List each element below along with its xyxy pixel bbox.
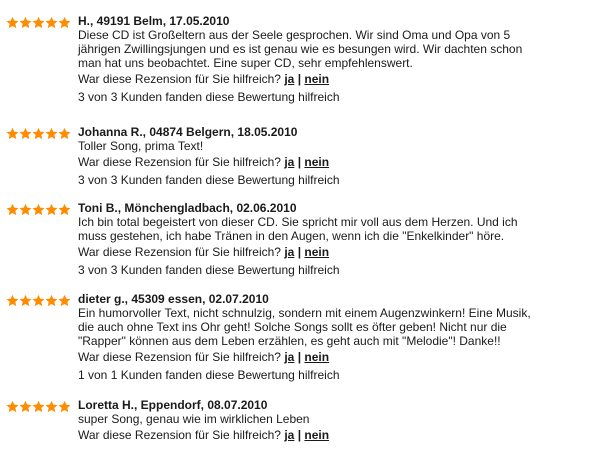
star-icon	[6, 294, 19, 307]
review-text-line: "Rapper" können aus dem Leben erzählen, es geht auch mit "Melodie"! Danke!!	[78, 334, 501, 348]
star-icon	[45, 127, 58, 140]
review-header: Toni B., Mönchengladbach, 02.06.2010	[78, 201, 297, 215]
helpful-question	[78, 244, 600, 260]
review-text-line: die auch ohne Text ins Ohr geht! Solche Songs sollt es öfter geben! Nicht nur die	[78, 320, 507, 334]
star-rating	[6, 127, 71, 139]
review-item	[0, 125, 600, 187]
helpful-question	[78, 427, 600, 443]
helpful-question	[78, 71, 600, 87]
helpful-count: 3 von 3 Kunden fanden diese Bewertung hilfreich	[78, 173, 340, 187]
star-icon	[32, 16, 45, 29]
star-icon	[32, 127, 45, 140]
link-separator: |	[297, 350, 302, 364]
review-text	[78, 139, 600, 153]
helpful-count: 3 von 3 Kunden fanden diese Bewertung hilfreich	[78, 90, 340, 104]
review-item	[0, 14, 600, 104]
review-header: Johanna R., 04874 Belgern, 18.05.2010	[78, 125, 298, 139]
helpful-no-link[interactable]: nein	[304, 350, 330, 364]
star-icon	[58, 294, 71, 307]
helpful-count: 3 von 3 Kunden fanden diese Bewertung hilfreich	[78, 263, 340, 277]
star-icon	[19, 127, 32, 140]
star-icon	[19, 16, 32, 29]
helpful-question	[78, 349, 600, 365]
helpful-no-link[interactable]: nein	[304, 72, 330, 86]
star-icon	[6, 127, 19, 140]
review-item	[0, 201, 600, 277]
helpful-question-label: War diese Rezension für Sie hilfreich?	[78, 155, 281, 169]
helpful-count: 1 von 1 Kunden fanden diese Bewertung hilfreich	[78, 368, 340, 382]
review-text-line: Toller Song, prima Text!	[78, 139, 204, 153]
helpful-yes-link[interactable]: ja	[284, 350, 295, 364]
star-icon	[58, 127, 71, 140]
helpful-question-label: War diese Rezension für Sie hilfreich?	[78, 428, 281, 442]
star-icon	[45, 16, 58, 29]
review-text-line: Ein humorvoller Text, nicht schnulzig, sondern mit einem Augenzwinkern! Eine Musik,	[78, 306, 531, 320]
review-text-line: jährigen Zwillingsjungen und es ist genau wie es besungen wird. Wir dachten schon	[78, 42, 523, 56]
star-icon	[45, 203, 58, 216]
helpful-no-link[interactable]: nein	[304, 428, 330, 442]
review-text	[78, 412, 600, 426]
link-separator: |	[297, 72, 302, 86]
helpful-yes-link[interactable]: ja	[284, 428, 295, 442]
review-header: H., 49191 Belm, 17.05.2010	[78, 14, 230, 28]
star-icon	[19, 203, 32, 216]
star-icon	[32, 294, 45, 307]
helpful-question-label: War diese Rezension für Sie hilfreich?	[78, 350, 281, 364]
review-item	[0, 398, 600, 443]
star-rating	[6, 294, 71, 306]
review-item	[0, 292, 600, 382]
review-text	[78, 28, 600, 70]
star-icon	[45, 294, 58, 307]
star-rating	[6, 16, 71, 28]
helpful-yes-link[interactable]: ja	[284, 245, 295, 259]
star-icon	[19, 294, 32, 307]
review-text	[78, 306, 600, 348]
helpful-yes-link[interactable]: ja	[284, 72, 295, 86]
star-icon	[32, 400, 45, 413]
star-icon	[6, 203, 19, 216]
helpful-question-label: War diese Rezension für Sie hilfreich?	[78, 245, 281, 259]
review-text-line: super Song, genau wie im wirklichen Leben	[78, 412, 310, 426]
review-text-line: man hat uns beobachtet. Eine super CD, sehr empfehlenswert.	[78, 56, 413, 70]
review-header: Loretta H., Eppendorf, 08.07.2010	[78, 398, 268, 412]
star-icon	[45, 400, 58, 413]
review-header: dieter g., 45309 essen, 02.07.2010	[78, 292, 269, 306]
review-text	[78, 215, 600, 243]
review-text-line: Diese CD ist Großeltern aus der Seele gesprochen. Wir sind Oma und Opa von 5	[78, 28, 511, 42]
review-text-line: muss gestehen, ich habe Tränen in den Augen, wenn ich die "Enkelkinder" höre.	[78, 229, 505, 243]
star-icon	[58, 203, 71, 216]
helpful-yes-link[interactable]: ja	[284, 155, 295, 169]
star-rating	[6, 400, 71, 412]
helpful-no-link[interactable]: nein	[304, 155, 330, 169]
star-icon	[32, 203, 45, 216]
star-icon	[58, 400, 71, 413]
helpful-no-link[interactable]: nein	[304, 245, 330, 259]
review-text-line: Ich bin total begeistert von dieser CD. Sie spricht mir voll aus dem Herzen. Und ich	[78, 215, 518, 229]
link-separator: |	[297, 428, 302, 442]
helpful-question-label: War diese Rezension für Sie hilfreich?	[78, 72, 281, 86]
star-icon	[58, 16, 71, 29]
star-icon	[6, 16, 19, 29]
link-separator: |	[297, 245, 302, 259]
star-icon	[6, 400, 19, 413]
helpful-question	[78, 154, 600, 170]
star-rating	[6, 203, 71, 215]
link-separator: |	[297, 155, 302, 169]
star-icon	[19, 400, 32, 413]
